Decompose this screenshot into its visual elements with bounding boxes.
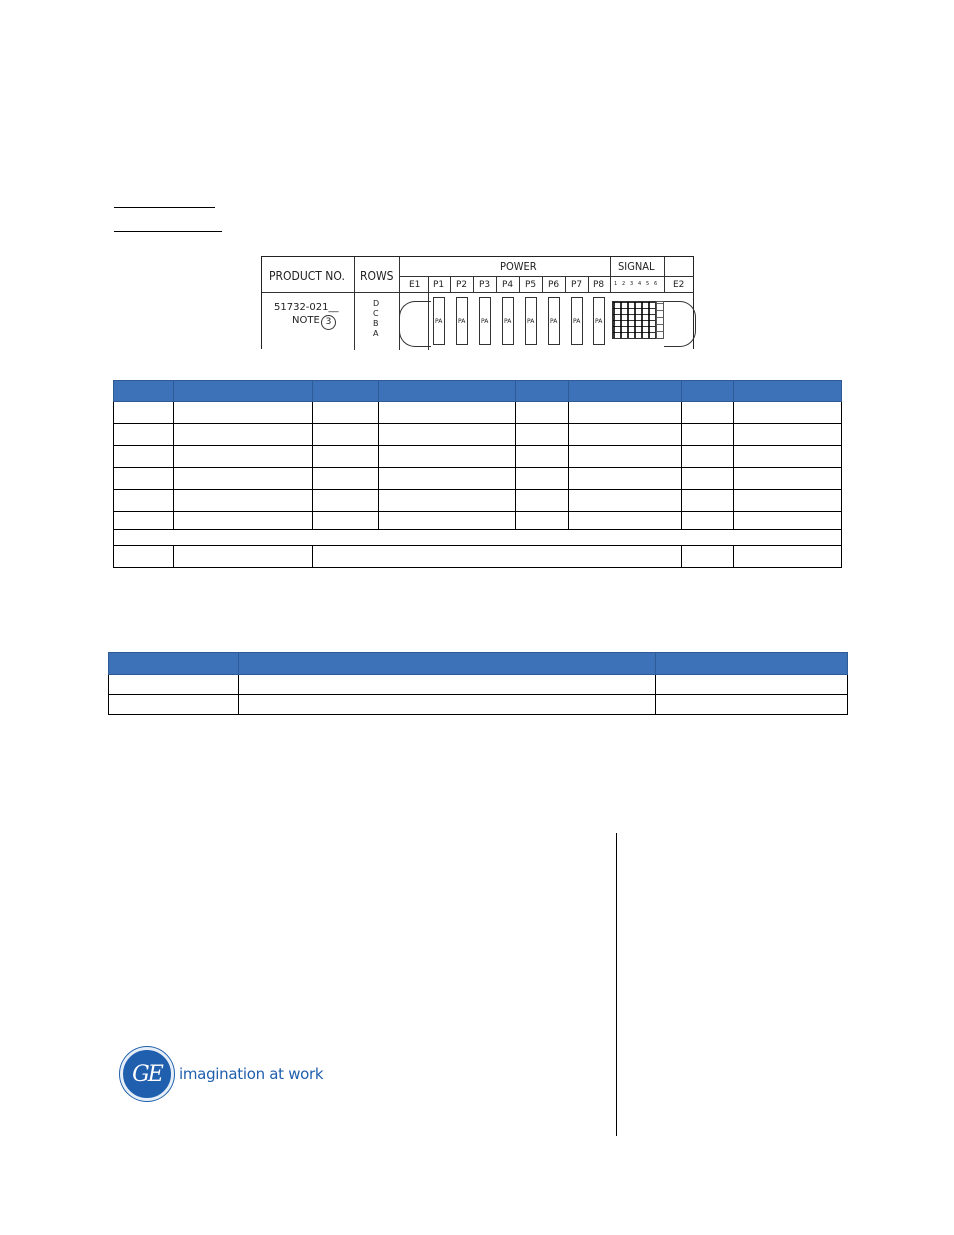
table-row [114, 512, 842, 530]
signal-contact-block [612, 301, 656, 339]
table-row [114, 424, 842, 446]
signal-number-4: 4 [638, 281, 642, 287]
rows-header: ROWS [360, 269, 394, 283]
power-contact-p2: PA [456, 297, 468, 345]
table-span-row [114, 530, 842, 546]
table-row [109, 675, 848, 695]
header-cell [569, 381, 682, 402]
secondary-table-header [109, 653, 848, 675]
header-cell [516, 381, 569, 402]
connector-drawing [261, 256, 694, 349]
power-contact-p1: PA [433, 297, 445, 345]
position-p6: P6 [548, 280, 560, 290]
header-cell [378, 381, 516, 402]
table-row [114, 446, 842, 468]
row-letter-d: D [373, 299, 380, 308]
table-row [114, 402, 842, 424]
header-cell [656, 653, 848, 675]
header-cell [734, 381, 842, 402]
specification-table [113, 380, 842, 568]
position-p1: P1 [433, 280, 445, 290]
power-contact-p7: PA [571, 297, 583, 345]
heading-underline-1 [114, 207, 215, 208]
position-p5: P5 [525, 280, 537, 290]
signal-header: SIGNAL [618, 260, 655, 273]
product-no-header: PRODUCT NO. [269, 269, 345, 283]
ge-logo: GE [120, 1047, 174, 1101]
signal-side-contacts [656, 301, 664, 339]
heading-underline-2 [114, 231, 222, 232]
part-number: 51732-021__ [274, 302, 339, 313]
power-contact-p5: PA [525, 297, 537, 345]
secondary-table [108, 652, 848, 715]
power-contact-p4: PA [502, 297, 514, 345]
position-e2: E2 [673, 280, 685, 290]
signal-number-1: 1 [614, 281, 618, 287]
header-cell [238, 653, 655, 675]
power-contact-p6: PA [548, 297, 560, 345]
table-row [109, 695, 848, 715]
signal-number-2: 2 [622, 281, 626, 287]
table-row [114, 468, 842, 490]
row-letter-c: C [373, 309, 379, 318]
specification-table-header [114, 381, 842, 402]
position-p7: P7 [571, 280, 583, 290]
signal-number-6: 6 [654, 281, 658, 287]
position-p4: P4 [502, 280, 514, 290]
table-row [114, 490, 842, 512]
position-p2: P2 [456, 280, 468, 290]
position-p3: P3 [479, 280, 491, 290]
table-footer-row [114, 546, 842, 568]
row-letter-a: A [373, 329, 379, 338]
header-cell [173, 381, 312, 402]
header-cell [682, 381, 734, 402]
logo-tagline: imagination at work [179, 1065, 324, 1083]
header-cell [114, 381, 174, 402]
header-cell [312, 381, 378, 402]
position-p8: P8 [593, 280, 605, 290]
power-contact-p3: PA [479, 297, 491, 345]
signal-number-5: 5 [646, 281, 650, 287]
power-header: POWER [500, 260, 537, 273]
header-cell [109, 653, 239, 675]
signal-number-3: 3 [630, 281, 634, 287]
note-number-circle: 3 [321, 315, 336, 330]
row-letter-b: B [373, 319, 379, 328]
end-cap-e2 [664, 301, 696, 347]
note-label: NOTE [292, 315, 320, 326]
power-contact-p8: PA [593, 297, 605, 345]
footer-divider [616, 833, 617, 1136]
end-cap-e1 [399, 301, 431, 347]
position-e1: E1 [409, 280, 421, 290]
